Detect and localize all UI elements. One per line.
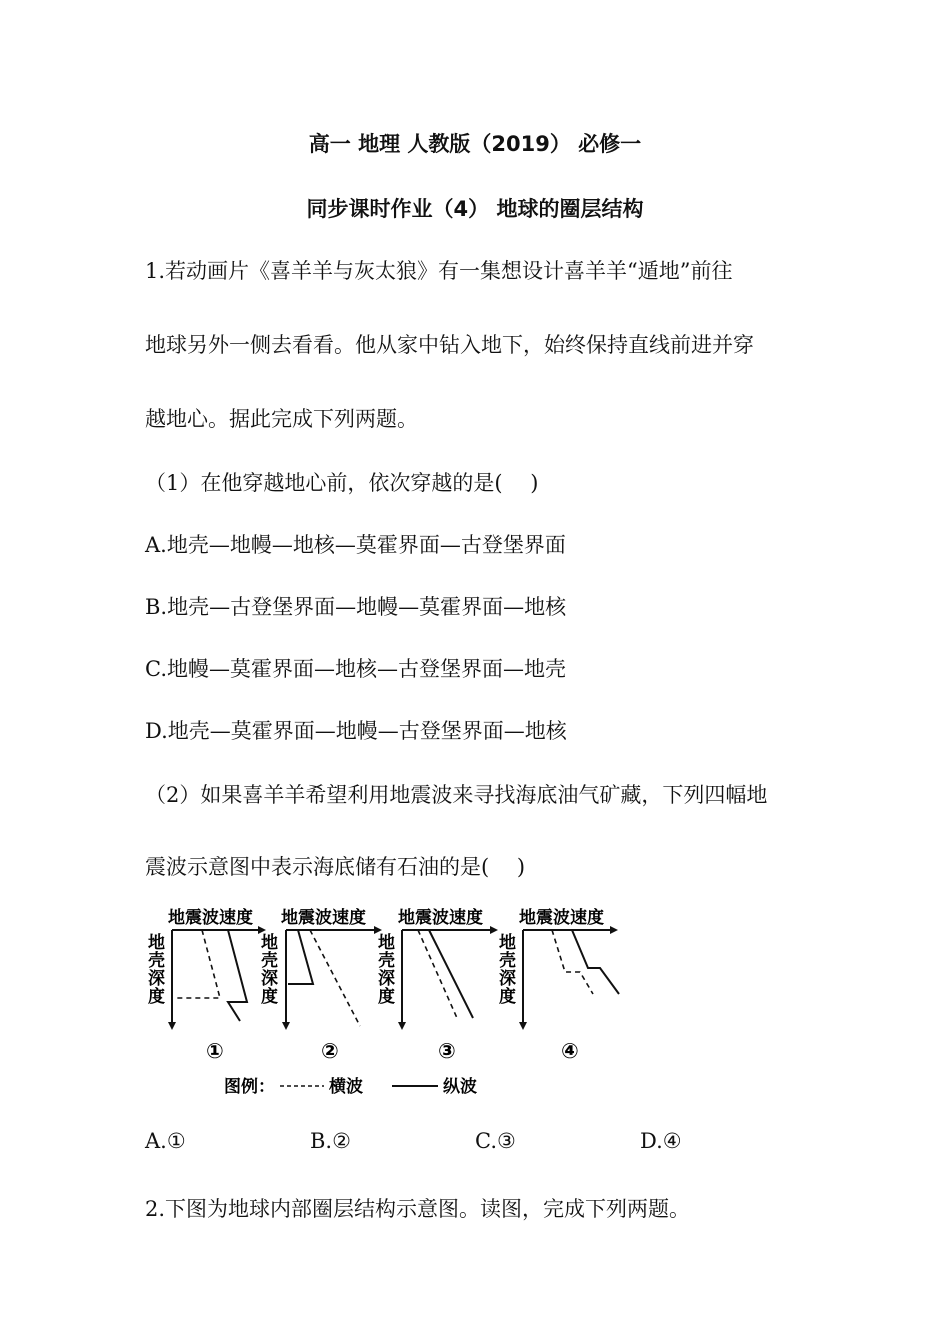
q1-sub2-option-c: C.③ [475, 1129, 516, 1153]
legend-longitudinal-label: 纵波 [443, 1077, 477, 1097]
svg-text:度: 度 [148, 987, 165, 1007]
panel-1-number: ① [206, 1039, 224, 1063]
page-title: 高一 地理 人教版（2019） 必修一 [308, 132, 642, 156]
svg-text:壳: 壳 [378, 951, 395, 971]
panel-1-transverse-wave [175, 930, 220, 998]
svg-text:地: 地 [378, 933, 395, 953]
seismic-wave-figure [140, 900, 640, 1100]
q1-sub1-option-d: D.地壳—莫霍界面—地幔—古登堡界面—地核 [145, 719, 567, 743]
svg-text:壳: 壳 [148, 951, 165, 971]
q1-stem-line-1: 1.若动画片《喜羊羊与灰太狼》有一集想设计喜羊羊“遁地”前往 [145, 259, 733, 283]
panel-1-longitudinal-wave [228, 930, 247, 1021]
svg-text:地: 地 [148, 933, 165, 953]
q1-stem-line-3: 越地心。据此完成下列两题。 [145, 407, 418, 431]
panel-3-x-axis-label: 地震波速度 [398, 908, 483, 928]
q2-stem: 2.下图为地球内部圈层结构示意图。读图，完成下列两题。 [145, 1197, 691, 1221]
q1-sub2-stem-line-1: （2）如果喜羊羊希望利用地震波来寻找海底油气矿藏，下列四幅地 [145, 783, 768, 807]
panel-2-longitudinal-wave [288, 930, 313, 984]
panel-4-y-axis-label [499, 932, 516, 1007]
panel-1 [148, 907, 264, 1063]
svg-text:地: 地 [261, 933, 278, 953]
panel-4-number: ④ [561, 1039, 579, 1063]
panel-3-y-axis-label [378, 932, 395, 1007]
panel-4-x-axis-label: 地震波速度 [519, 908, 604, 928]
svg-text:壳: 壳 [499, 951, 516, 971]
q1-sub1-option-c: C.地幔—莫霍界面—地核—古登堡界面—地壳 [145, 657, 566, 681]
panel-4 [499, 907, 619, 1063]
svg-text:度: 度 [378, 987, 395, 1007]
panel-4-transverse-wave [552, 930, 593, 994]
q1-stem-line-2: 地球另外一侧去看看。他从家中钻入地下，始终保持直线前进并穿 [145, 333, 754, 357]
q1-sub2-option-a: A.① [145, 1129, 186, 1153]
svg-text:壳: 壳 [261, 951, 278, 971]
svg-text:深: 深 [499, 969, 516, 989]
q1-sub1-option-b: B.地壳—古登堡界面—地幔—莫霍界面—地核 [145, 595, 567, 619]
svg-text:深: 深 [148, 969, 165, 989]
panel-1-x-axis-label: 地震波速度 [168, 908, 253, 928]
page-subtitle: 同步课时作业（4） 地球的圈层结构 [306, 197, 644, 221]
panel-2-y-axis-label [261, 932, 278, 1007]
panel-2-number: ② [321, 1039, 339, 1063]
q1-sub2-option-b: B.② [310, 1129, 351, 1153]
figure-legend [224, 1076, 477, 1097]
svg-text:地: 地 [499, 933, 516, 953]
q1-sub2-stem-line-2: 震波示意图中表示海底储有石油的是( ) [145, 855, 526, 879]
panel-3-number: ③ [438, 1039, 456, 1063]
panel-4-longitudinal-wave [572, 930, 619, 994]
panel-2-transverse-wave [310, 930, 360, 1026]
legend-prefix: 图例： [224, 1077, 275, 1097]
panel-2-x-axis-label: 地震波速度 [281, 908, 366, 928]
legend-transverse-label: 横波 [329, 1077, 363, 1097]
q1-sub2-option-d: D.④ [640, 1129, 682, 1153]
q1-sub1-option-a: A.地壳—地幔—地核—莫霍界面—古登堡界面 [145, 533, 566, 557]
svg-text:度: 度 [499, 987, 516, 1007]
panel-2 [261, 907, 380, 1063]
svg-text:深: 深 [261, 969, 278, 989]
panel-3 [378, 907, 496, 1063]
svg-text:度: 度 [261, 987, 278, 1007]
panel-1-y-axis-label [148, 932, 165, 1007]
q1-sub1-stem: （1）在他穿越地心前，依次穿越的是( ) [145, 471, 539, 495]
svg-text:深: 深 [378, 969, 395, 989]
